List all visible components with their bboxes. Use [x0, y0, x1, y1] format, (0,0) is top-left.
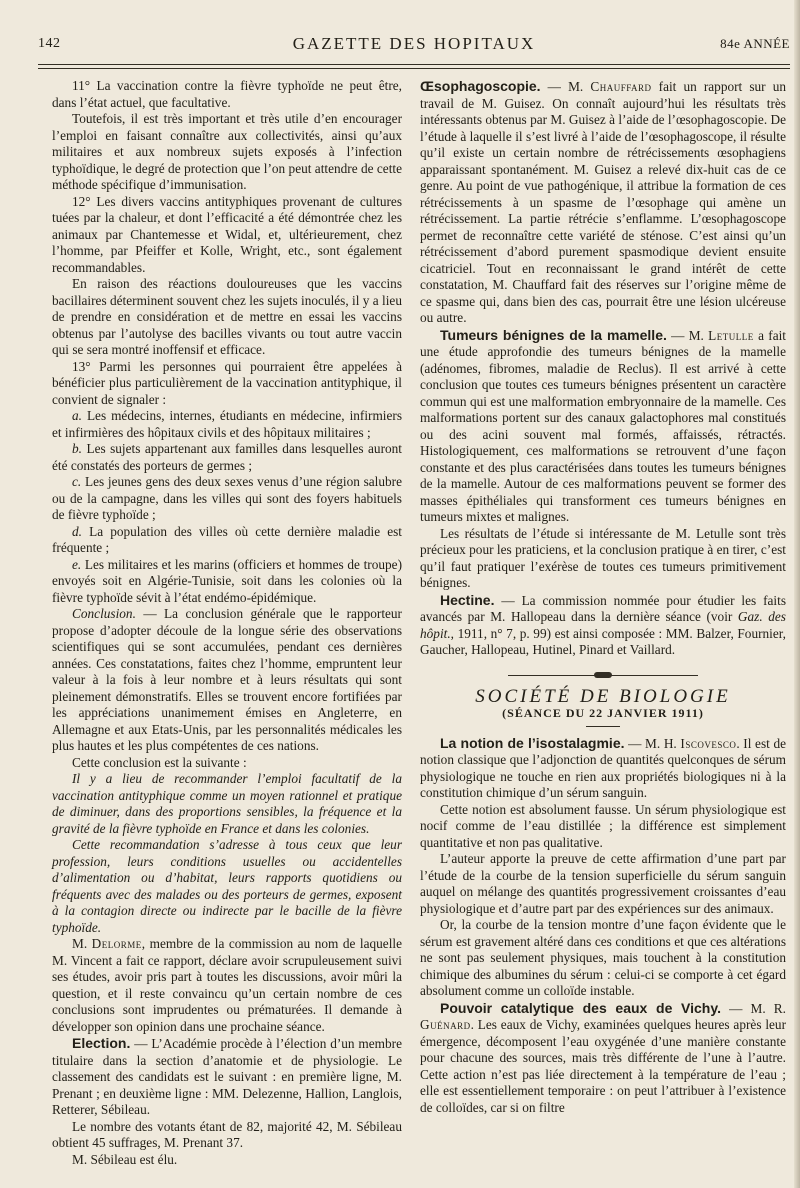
paragraph-11-continued: Toutefois, il est très important et très utile d’en encourager l’emploi en faisant connaître aux collectivités, ainsi qu’aux militaires et aux nombreux sujets exposés à l’infection typhoïdique, le degré de protection que l’on peut attendre de cette méthode spécifique d’immunisation.	[52, 111, 402, 192]
section-heading-hectine: Hectine.	[440, 591, 495, 608]
delorme-paragraph: M. Delorme, membre de la commission au nom de laquelle M. Vincent a fait ce rapport, déclare avoir scrupuleusement suivi ses études, avoir pris part à toutes les discussions, avoir mûri la question, et il reste convaincu qu’un certain nombre de ces conclusions sont imprudentes ou prématurées. Il demande à développer son opinion dans une prochaine séance.	[52, 936, 402, 1034]
vichy-paragraph: Pouvoir catalytique des eaux de Vichy. — M. R. Guénard. Les eaux de Vichy, examinées quelques heures après leur émergence, décomposent l’eau oxygénée d’une manière constante pour chacune des sources, mais très différente de l’une à l’autre. Cette action n’est pas liée directement à la température de l’eau ; elle est essentiellement temporaire : on peut l’attribuer à l’existence de colloïdes, car si on filtre	[420, 999, 786, 1115]
isostalagmia-paragraph-2: Cette notion est absolument fausse. Un sérum physiologique est nocif comme de l’eau distillée ; la différence est simplement quantitative et non pas qualitative.	[420, 801, 786, 850]
list-item: e. Les militaires et les marins (officiers et hommes de troupe) envoyés soit en Algérie-Tunisie, soit dans les colonies où la fièvre typhoïde sévit à l’état endémo-épidémique.	[52, 556, 402, 605]
journal-reference: Gaz. des hôpit.	[420, 609, 786, 641]
section-heading-isostalagmia: La notion de l’isostalagmie.	[440, 734, 625, 751]
short-rule	[586, 726, 620, 727]
tumors-paragraph-continued: Les résultats de l’étude si intéressante de M. Letulle sont très précieux pour les praticiens, et la conclusion pratique à en tirer, c’est qu’il faut pratiquer l’exérèse de toutes ces tumeurs primitivement bénignes.	[420, 525, 786, 590]
section-divider	[508, 671, 698, 679]
session-date: (SÉANCE DU 22 JANVIER 1911)	[502, 706, 704, 720]
paragraph-12: 12° Les divers vaccins antityphiques provenant de cultures tuées par la chaleur, et dont l’efficacité a été démontrée chez les animaux par Chantemesse et Widal, et, ultérieurement, chez l’homme, par Pfeiffer et Kolle, Wright, etc., sont également recommandables.	[52, 193, 402, 275]
conclusion-quote-1: Il y a lieu de recommander l’emploi facultatif de la vaccination antityphique comme un moyen rationnel et pratique de diminuer, dans des proportions sensibles, la fréquence et la gravité de la fièvre typhoïde en France et dans les colonies.	[52, 771, 402, 836]
journal-title: GAZETTE DES HOPITAUX	[292, 34, 536, 53]
conclusion-paragraph: Conclusion. — La conclusion générale que le rapporteur propose d’adopter découle de la longue série des observations scientifiques qui se sont accumulées, pendant ces dernières années. Ces constatations, faites chez l’homme, empruntent leur valeur à la fois à leur nombre et à leurs résultats qui sont pleinement démonstratifs. Elles se trouvent encore fortifiées par les appréciations unanimement émises en Angleterre, en Allemagne et aux Etats-Unis, par les personnalités médicales les plus hautes et les plus compétentes de ces nations.	[52, 606, 402, 753]
list-item: a. Les médecins, internes, étudiants en médecine, infirmiers et infirmières des hôpitaux civils et des hôpitaux militaires ;	[52, 408, 403, 440]
list-item: c. Les jeunes gens des deux sexes venus d’une région salubre ou de la campagne, dans les villes qui sont des foyers habituels de fièvre typhoïde ;	[52, 474, 402, 522]
election-paragraph: Election. — L’Académie procède à l’élection d’un membre titulaire dans la section d’anatomie et de physiologie. Le classement des candidats est le suivant : en première ligne, M. Prenant ; en deuxième ligne : MM. Delezenne, Hallion, Langlois, Retterer, Sébileau.	[52, 1035, 402, 1117]
section-heading-oesophagoscopy: Œsophagoscopie.	[420, 78, 541, 94]
speaker-name: Guénard	[420, 1017, 471, 1032]
isostalagmia-paragraph: La notion de l’isostalagmie. — M. H. Iscovesco. Il est de notion classique que l’adjonction de quantités quelconques de sérum physiologique ne touche en rien aux propriétés biologiques ni à la constitution chimique d’un sérum sanguin.	[420, 734, 786, 800]
list-item: d. La population des villes où cette dernière maladie est fréquente ;	[52, 523, 403, 555]
list-item: b. Les sujets appartenant aux familles dans lesquelles auront été constatés des porteurs de germes ;	[52, 441, 402, 473]
paragraph-13: 13° Parmi les personnes qui pourraient être appelées à bénéficier plus particulièrement de la vaccination antityphique, il convient de signaler :	[52, 358, 402, 407]
hectine-paragraph: Hectine. — La commission nommée pour étudier les faits avancés par M. Hallopeau dans la dernière séance (voir Gaz. des hôpit., 1911, n° 7, p. 99) est ainsi composée : MM. Balzer, Fournier, Gaucher, Hallopeau, Hutinel, Pinard et Vaillard.	[420, 591, 786, 657]
paragraph-11: 11° La vaccination contre la fièvre typhoïde ne peut être, dans l’état actuel, que facultative.	[52, 78, 402, 110]
speaker-name: Iscovesco	[680, 735, 737, 751]
page-number: 142	[38, 36, 61, 51]
conclusion-label: Conclusion.	[72, 606, 136, 621]
header-rule	[38, 64, 790, 69]
paragraph-12-continued: En raison des réactions douloureuses que les vaccins bacillaires déterminent souvent chez les sujets inoculés, il y a lieu de prendre en considération et de mettre en essai les vaccins obtenus par l’autolyse des bacilles vivants ou tout autre vaccin qui se sera montré inoffensif et efficace.	[52, 276, 402, 357]
speaker-name: Chauffard	[590, 79, 652, 94]
section-heading-tumors: Tumeurs bénignes de la mamelle.	[440, 326, 667, 343]
tumors-paragraph: Tumeurs bénignes de la mamelle. — M. Letulle a fait une étude approfondie des tumeurs bénignes de la mamelle (adénomes, fibromes, maladie de Reclus). Il est arrivé à cette conclusion que toutes ces tumeurs bénignes présentent un caractère commun qui est une malformation embryonnaire de la mamelle. Ces malformations portent sur des canaux galactophores mal constitués ou des acini souvent mal formés, affaissés, rétractés. Histologiquement, ces malformations se retrouvent d’une façon constante et des plus caractérisées dans toutes les tumeurs bénignes de la mamelle. Autour de ces malformations peuvent se former des masses épithéliales qui transforment ces tumeurs bénignes en tumeurs mixtes et malignes.	[420, 326, 786, 524]
conclusion-intro: Cette conclusion est la suivante :	[72, 754, 247, 770]
section-heading-vichy: Pouvoir catalytique des eaux de Vichy.	[440, 999, 721, 1016]
page-header	[38, 36, 790, 66]
left-column	[52, 78, 402, 1168]
society-title: SOCIÉTÉ DE BIOLOGIE	[475, 685, 731, 707]
oesophagoscopy-paragraph: Œsophagoscopie. — M. Chauffard fait un rapport sur un travail de M. Guisez. On connaît aujourd’hui les résultats très intéressants obtenus par M. Guisez à l’aide de l’œsophagoscopie. De l’étude à laquelle il s’est livré à l’aide de l’œsophagoscope, il résulte qu’il existe un certain nombre de rétrécissements œsophagiens apparaissant spontanément. M. Guisez a relevé dix-huit cas de ce genre. Au point de vue pathogénique, il attribue la formation de ces rétrécissements à un spasme de l’œsophage qui amène un rétrécissement. La partie rétrécie s’enflamme. L’œsophagoscope permet de reconnaître cette variété de sténose. C’est ainsi qu’un rétrécissement d’abord purement spasmodique devient ensuite cicatriciel. Tout en reconnaissant le grand intérêt de cette constatation, M. Chauffard fait des réserves sur l’origine même de ce spasme qui, dans bien des cas, pourrait être une lésion ulcéreuse ou autre.	[420, 78, 786, 325]
isostalagmia-paragraph-4: Or, la courbe de la tension montre d’une façon évidente que le sérum est gravement altéré dans ces conditions et que ces altérations ne sont pas seulement physiques, mais touchent à la constitution chimique des albumines du sérum : celui-ci se comporte à cet égard absolument comme un colloïde instable.	[420, 917, 786, 998]
section-heading-election: Election.	[72, 1035, 131, 1051]
conclusion-quote-2: Cette recommandation s’adresse à tous ceux que leur profession, leurs conditions usuelles ou accidentelles d’alimentation ou d’habitat, leurs rapports quotidiens ou fréquents avec des malades ou des porteurs de germes, exposent à la contagion directe ou indirecte par le bacille de la fièvre typhoïde.	[52, 837, 402, 935]
election-result: M. Sébileau est élu.	[72, 1151, 178, 1167]
speaker-name: Delorme	[91, 936, 142, 951]
isostalagmia-paragraph-3: L’auteur apporte la preuve de cette affirmation d’une part par l’étude de la courbe de la tension superficielle du sérum sanguin auquel on mélange des quantités progressivement croissantes d’eau physiologique et d’autre part par des expériences sur des animaux.	[420, 851, 786, 916]
election-votes: Le nombre des votants étant de 82, majorité 42, M. Sébileau obtient 45 suffrages, M. Prenant 37.	[52, 1118, 402, 1150]
page-edge-shadow	[794, 0, 800, 1188]
speaker-name: Letulle	[708, 327, 754, 343]
volume-year: 84e ANNÉE	[720, 36, 790, 51]
right-column	[420, 78, 786, 1116]
